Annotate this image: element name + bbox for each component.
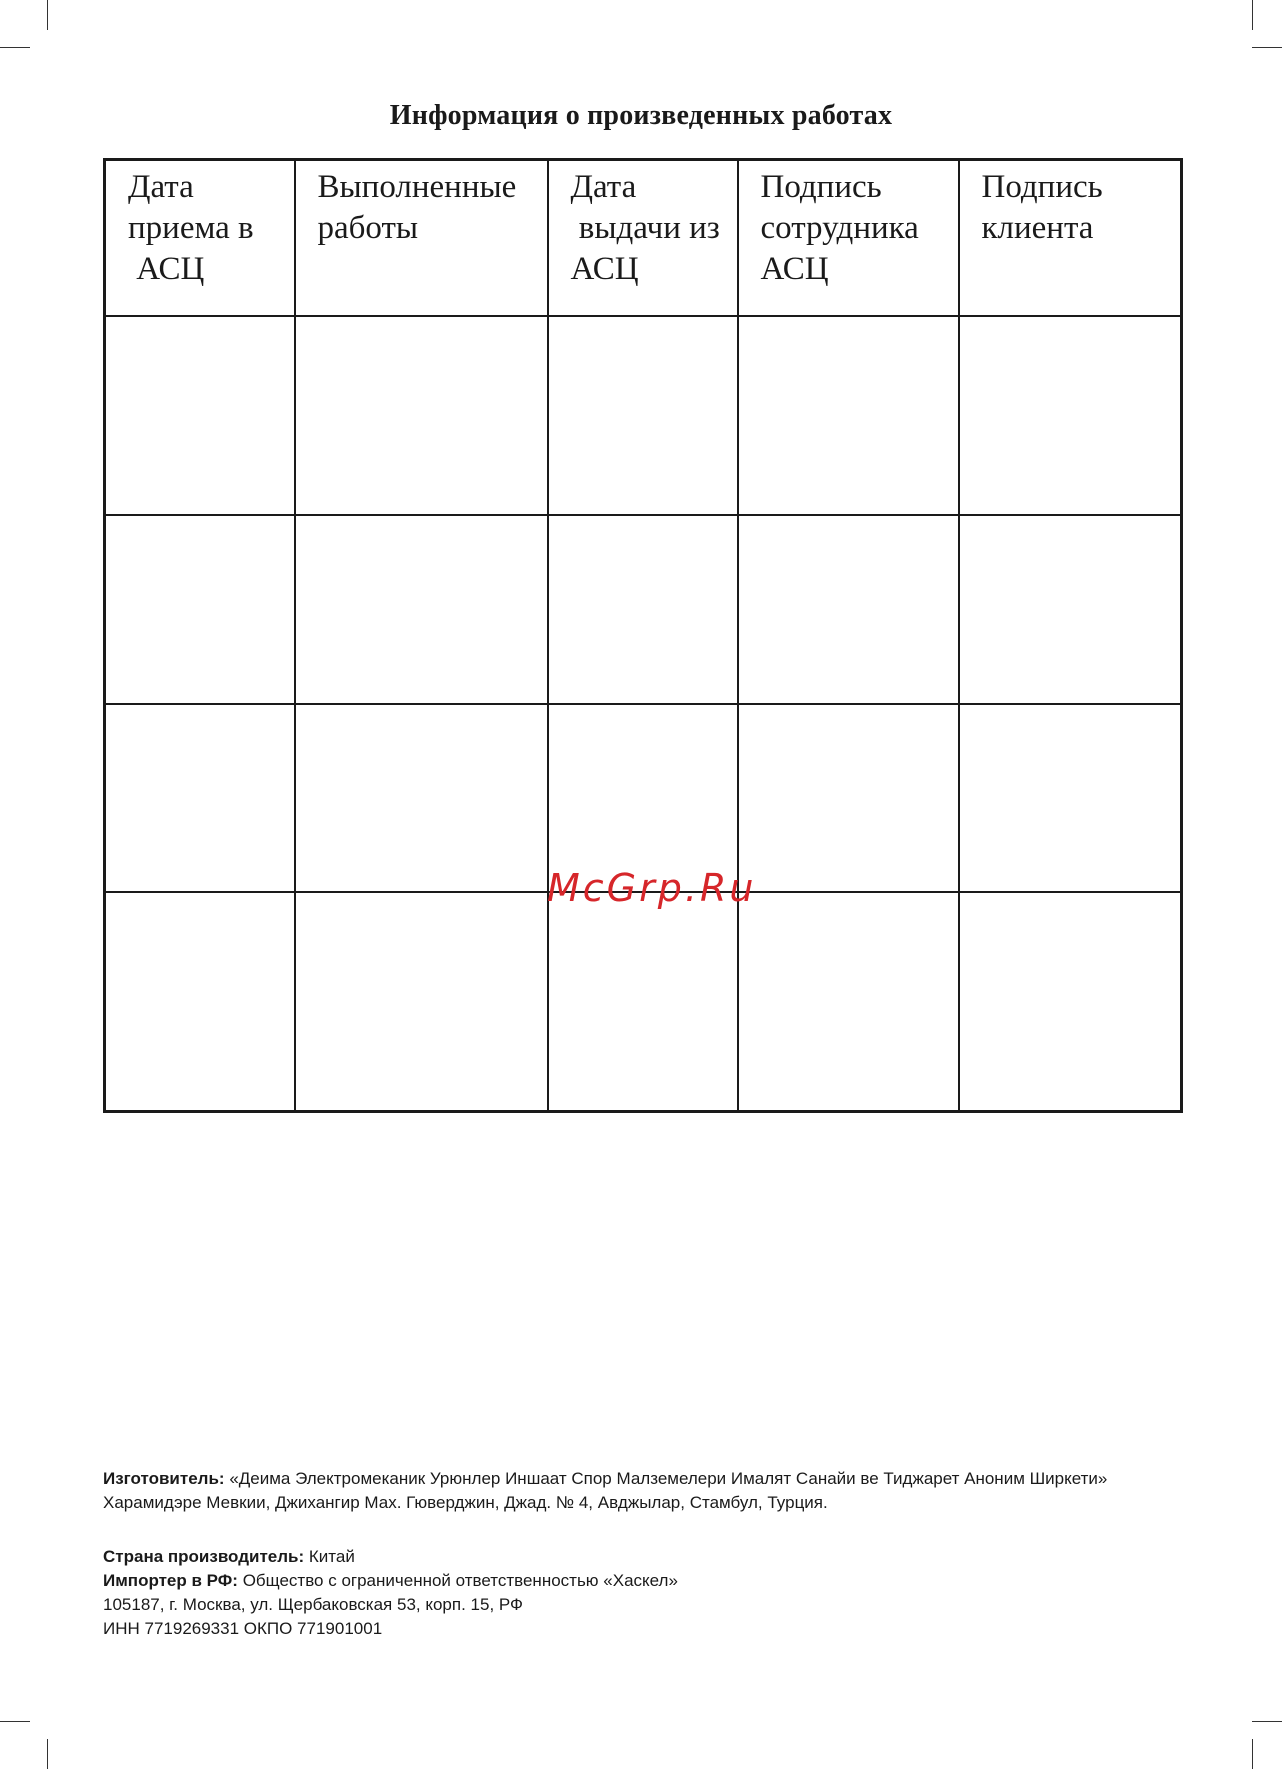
crop-mark <box>0 47 30 48</box>
table-cell <box>295 892 548 1111</box>
importer-address: 105187, г. Москва, ул. Щербаковская 53, корп. 15, РФ <box>103 1595 523 1614</box>
header-date-issued: Дата выдачи из АСЦ <box>548 160 738 317</box>
table-cell <box>548 515 738 704</box>
table-cell <box>738 704 959 893</box>
importer-ids: ИНН 7719269331 ОКПО 771901001 <box>103 1619 383 1638</box>
watermark: McGrp.Ru <box>547 866 757 910</box>
crop-mark <box>47 1739 48 1769</box>
header-employee-signature: Подпись сотрудника АСЦ <box>738 160 959 317</box>
service-log-table <box>103 158 1183 1113</box>
manufacturer-label: Изготовитель: <box>103 1469 225 1488</box>
table-row <box>105 892 1182 1111</box>
page-title: Информация о произведенных работах <box>389 100 893 131</box>
crop-mark <box>1252 1721 1282 1722</box>
importer-label: Импортер в РФ: <box>103 1571 238 1590</box>
table-cell <box>738 316 959 515</box>
manufacturer-text: «Деима Электромеканик Урюнлер Иншаат Спор Малземелери Ималят Санайи ве Тиджарет Аноним Ширкети» Харамидэре Мевкии, Джихангир Мах. Гюверджин, Джад. № 4, Авджылар, Стамбул, Турция. <box>103 1469 1108 1512</box>
table-cell <box>548 892 738 1111</box>
importer-line <box>103 1569 1183 1593</box>
table-cell <box>959 515 1182 704</box>
table-cell <box>295 316 548 515</box>
table-cell <box>738 515 959 704</box>
country-label: Страна производитель: <box>103 1547 305 1566</box>
crop-mark <box>47 0 48 30</box>
table-row <box>105 704 1182 893</box>
table-row <box>105 515 1182 704</box>
table-header-row <box>105 160 1182 317</box>
table-cell <box>295 515 548 704</box>
importer-value: Общество с ограниченной ответственностью «Хаскел» <box>242 1571 678 1590</box>
country-value: Китай <box>308 1547 355 1566</box>
table-cell <box>105 316 295 515</box>
table-row <box>105 316 1182 515</box>
table-cell <box>548 316 738 515</box>
table-cell <box>959 892 1182 1111</box>
manufacturer-info <box>103 1467 1183 1515</box>
header-work-performed: Выполненные работы <box>295 160 548 317</box>
country-line <box>103 1545 1183 1569</box>
header-client-signature: Подпись клиента <box>959 160 1182 317</box>
table-cell <box>295 704 548 893</box>
crop-mark <box>1252 47 1282 48</box>
origin-importer-info <box>103 1545 1183 1641</box>
table-cell <box>548 704 738 893</box>
crop-mark <box>1252 1739 1253 1769</box>
table-cell <box>959 316 1182 515</box>
crop-mark <box>1252 0 1253 30</box>
table-cell <box>105 892 295 1111</box>
table-cell <box>959 704 1182 893</box>
table-cell <box>105 704 295 893</box>
table-cell <box>105 515 295 704</box>
crop-mark <box>0 1721 30 1722</box>
header-date-received: Дата приема в АСЦ <box>105 160 295 317</box>
table-cell <box>738 892 959 1111</box>
